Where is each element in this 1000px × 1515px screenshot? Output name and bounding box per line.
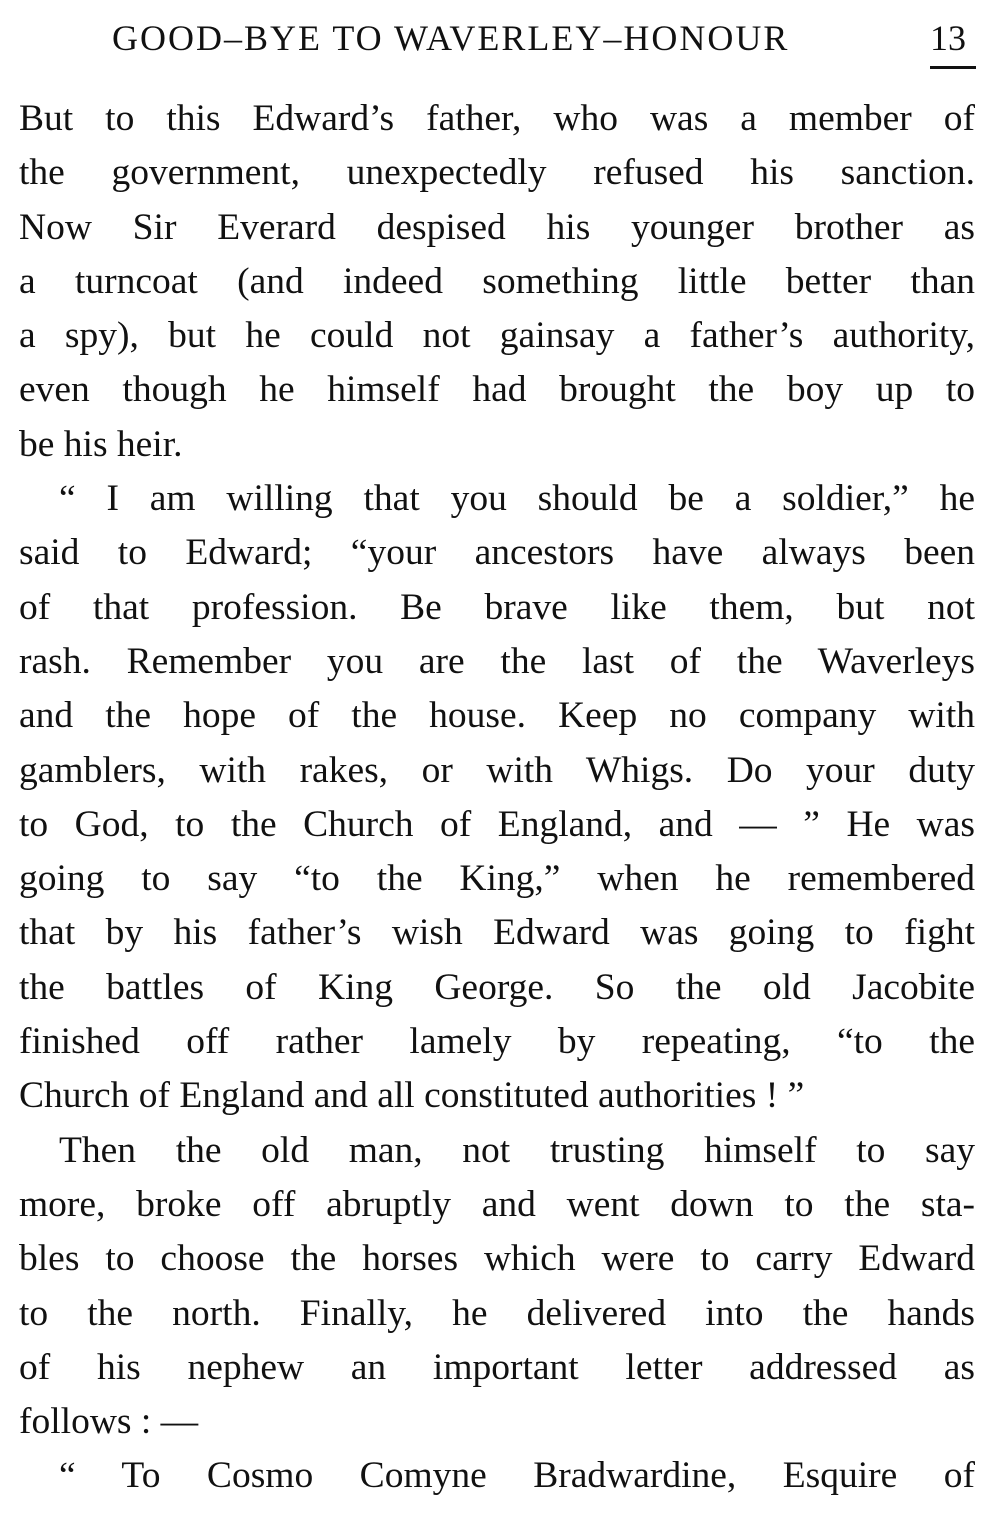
text-line: and the hope of the house. Keep no company with	[19, 695, 975, 737]
text-line: the government, unexpectedly refused his sanction.	[19, 152, 975, 194]
text-line: Then the old man, not trusting himself to say	[59, 1129, 975, 1171]
text-line: said to Edward; “your ancestors have always been	[19, 532, 975, 574]
text-line: finished off rather lamely by repeating, “to the	[19, 1021, 975, 1063]
text-line: a spy), but he could not gainsay a father’s authority,	[19, 315, 975, 357]
running-head	[0, 12, 1000, 72]
text-line: more, broke off abruptly and went down to the sta-	[19, 1183, 975, 1225]
text-line: of that profession. Be brave like them, but not	[19, 586, 975, 628]
text-line: “ I am willing that you should be a soldier,” he	[59, 478, 975, 520]
text-line: Church of England and all constituted authorities ! ”	[19, 1075, 805, 1117]
text-line: gamblers, with rakes, or with Whigs. Do your duty	[19, 749, 975, 791]
text-line: even though he himself had brought the boy up to	[19, 369, 975, 411]
text-line: rash. Remember you are the last of the Waverleys	[19, 640, 975, 682]
text-line: of his nephew an important letter addressed as	[19, 1346, 975, 1388]
text-line: going to say “to the King,” when he remembered	[19, 858, 975, 900]
running-title: GOOD–BYE TO WAVERLEY–HONOUR	[112, 18, 790, 58]
text-line: a turncoat (and indeed something little better than	[19, 260, 975, 302]
text-line: to God, to the Church of England, and — ” He was	[19, 803, 975, 845]
body-text	[19, 92, 975, 1504]
text-line: Now Sir Everard despised his younger brother as	[19, 206, 975, 248]
text-line: But to this Edward’s father, who was a member of	[19, 98, 975, 139]
page-number: 13	[930, 18, 966, 58]
text-line: to the north. Finally, he delivered into the hands	[19, 1292, 975, 1334]
text-line: bles to choose the horses which were to carry Edward	[19, 1238, 975, 1280]
text-line: “ To Cosmo Comyne Bradwardine, Esquire of	[59, 1455, 975, 1497]
page-number-underline	[930, 66, 976, 69]
text-line: follows : —	[19, 1401, 199, 1443]
text-line: be his heir.	[19, 423, 183, 465]
text-line: the battles of King George. So the old Jacobite	[19, 966, 975, 1008]
text-line: that by his father’s wish Edward was going to fight	[19, 912, 975, 954]
